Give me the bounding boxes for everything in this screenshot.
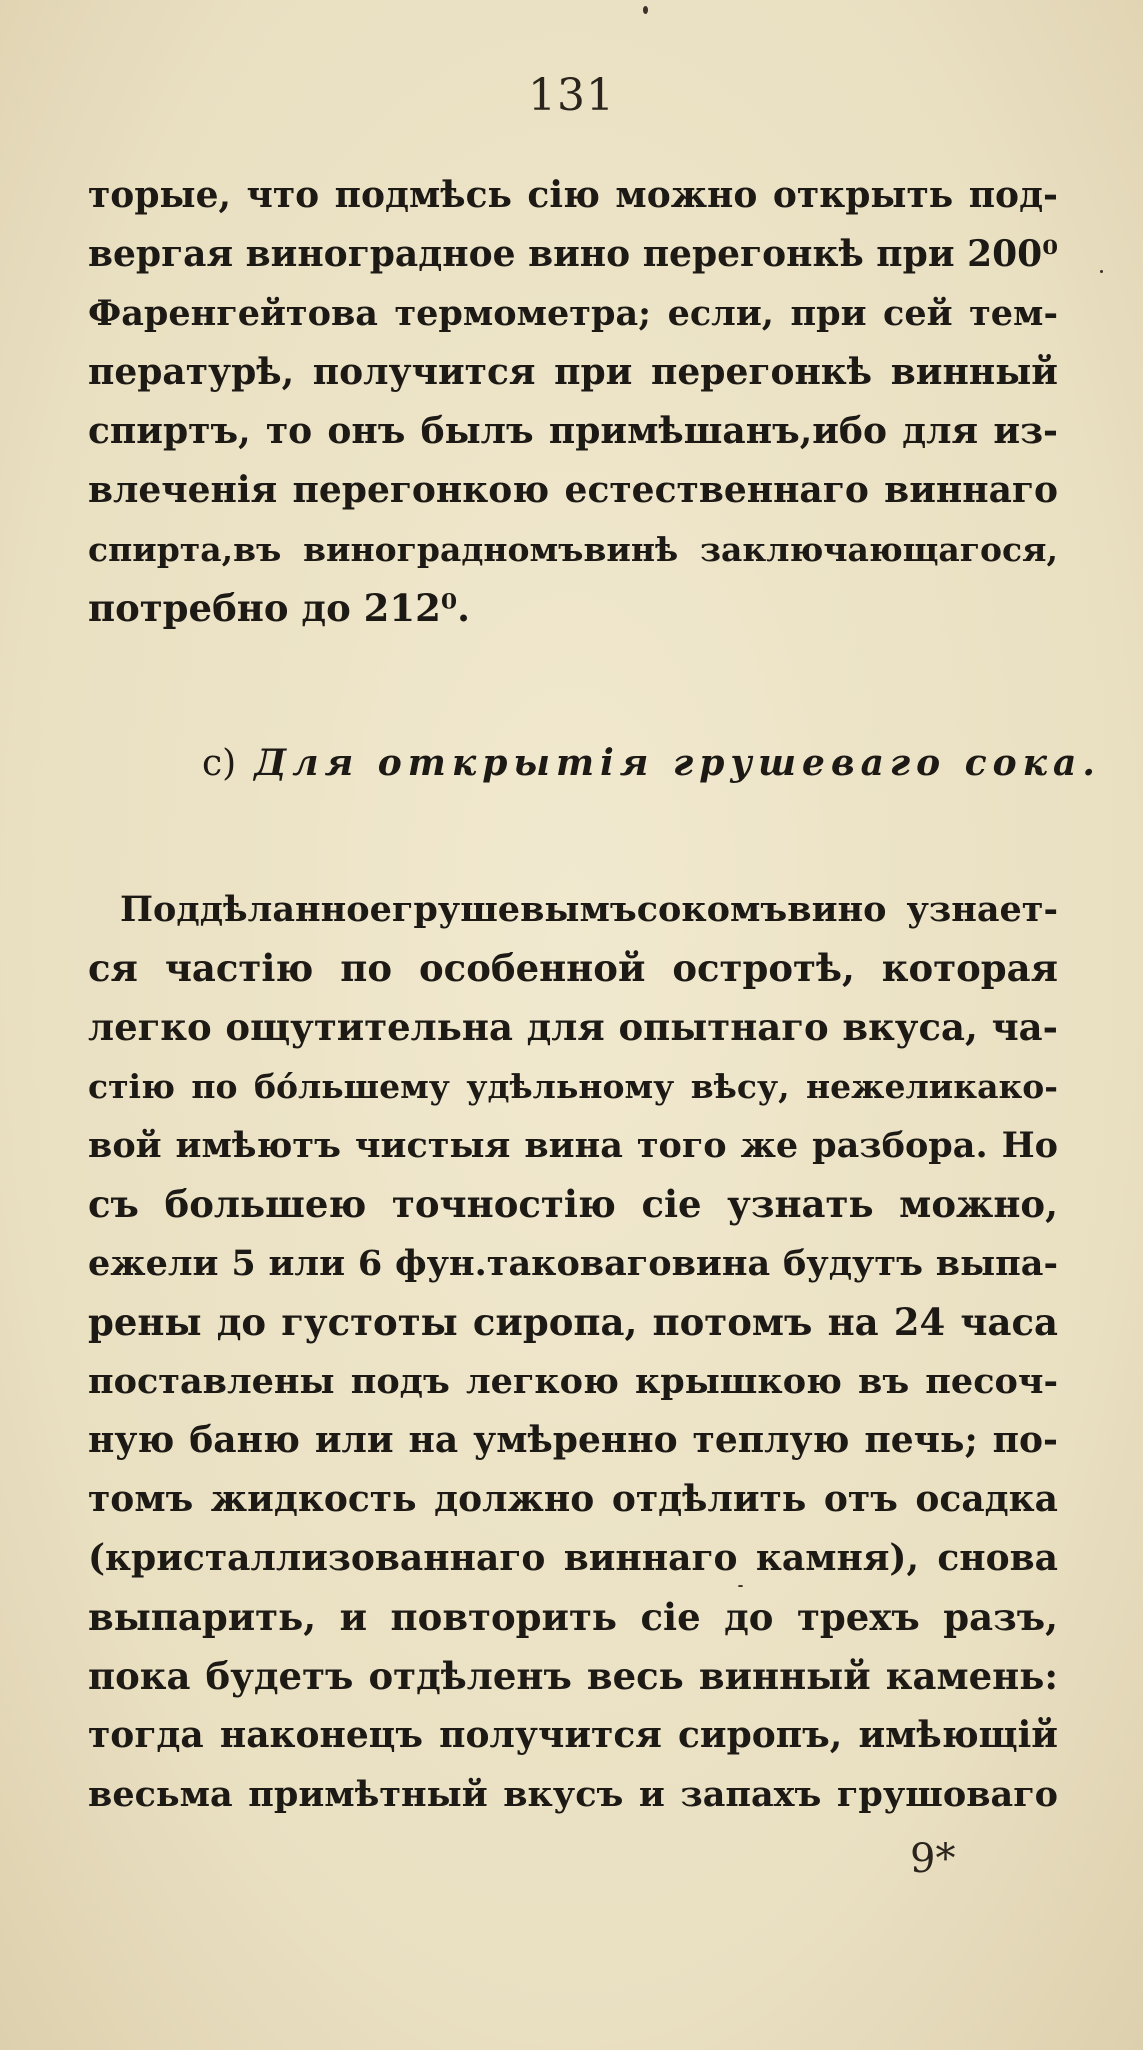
text-line: выпарить, и повторить сіе до трехъ разъ, (88, 1595, 1058, 1639)
paragraph-1 (88, 166, 1058, 638)
text-line: спиртъ, то онъ былъ примѣшанъ,ибо для из- (88, 410, 1058, 452)
printer-signature-mark: 9* (910, 1836, 956, 1882)
text-line: стію по бо́льшему удѣльному вѣсу, нежеликако- (88, 1067, 1058, 1106)
text-line: легко ощутительна для опытнаго вкуса, ча- (88, 1005, 1058, 1049)
text-line: пока будетъ отдѣленъ весь винный камень: (88, 1654, 1058, 1698)
section-marker: c) (202, 743, 237, 784)
text-line: томъ жидкость должно отдѣлить отъ осадка (88, 1478, 1058, 1520)
text-line: спирта,въ виноградномъвинѣ заключающагося, (88, 530, 1058, 569)
text-line: Фаренгейтова термометра; если, при сей тем- (88, 293, 1058, 334)
text-line: вой имѣютъ чистыя вина того же разбора. Но (88, 1125, 1058, 1166)
paragraph-2 (88, 880, 1058, 1824)
text-line: вергая виноградное вино перегонкѣ при 200⁰ (88, 233, 1058, 275)
text-line: поставлены подъ легкою крышкою въ песоч- (88, 1361, 1058, 1402)
text-line: Поддѣланноегрушевымъсокомъвино узнает- (120, 889, 1058, 930)
text-line: съ большею точностію сіе узнать можно, (88, 1182, 1058, 1226)
ink-speck (643, 6, 648, 14)
text-line: рены до густоты сиропа, потомъ на 24 часа (88, 1300, 1058, 1344)
section-title: Для открытія грушеваго сока. (254, 742, 1101, 784)
text-line: (кристаллизованнаго виннаго камня), снова (88, 1537, 1058, 1579)
text-line: потребно до 212⁰. (88, 586, 470, 630)
page-number: 131 (528, 70, 615, 121)
section-heading (202, 742, 1101, 784)
text-line: весьма примѣтный вкусъ и запахъ грушоваго (88, 1774, 1058, 1815)
ink-speck (1100, 270, 1103, 273)
text-line: торые, что подмѣсь сію можно открыть под- (88, 174, 1058, 216)
text-line: ся частію по особенной остротѣ, которая (88, 946, 1058, 990)
text-line: влеченія перегонкою естественнаго виннаго (88, 469, 1058, 511)
text-line: тогда наконецъ получится сиропъ, имѣющій (88, 1714, 1058, 1756)
text-line: ную баню или на умѣренно теплую печь; по- (88, 1419, 1058, 1461)
text-line: пературѣ, получится при перегонкѣ винный (88, 351, 1058, 393)
text-line: ежели 5 или 6 фун.таковаговина будутъ выпа- (88, 1243, 1058, 1284)
